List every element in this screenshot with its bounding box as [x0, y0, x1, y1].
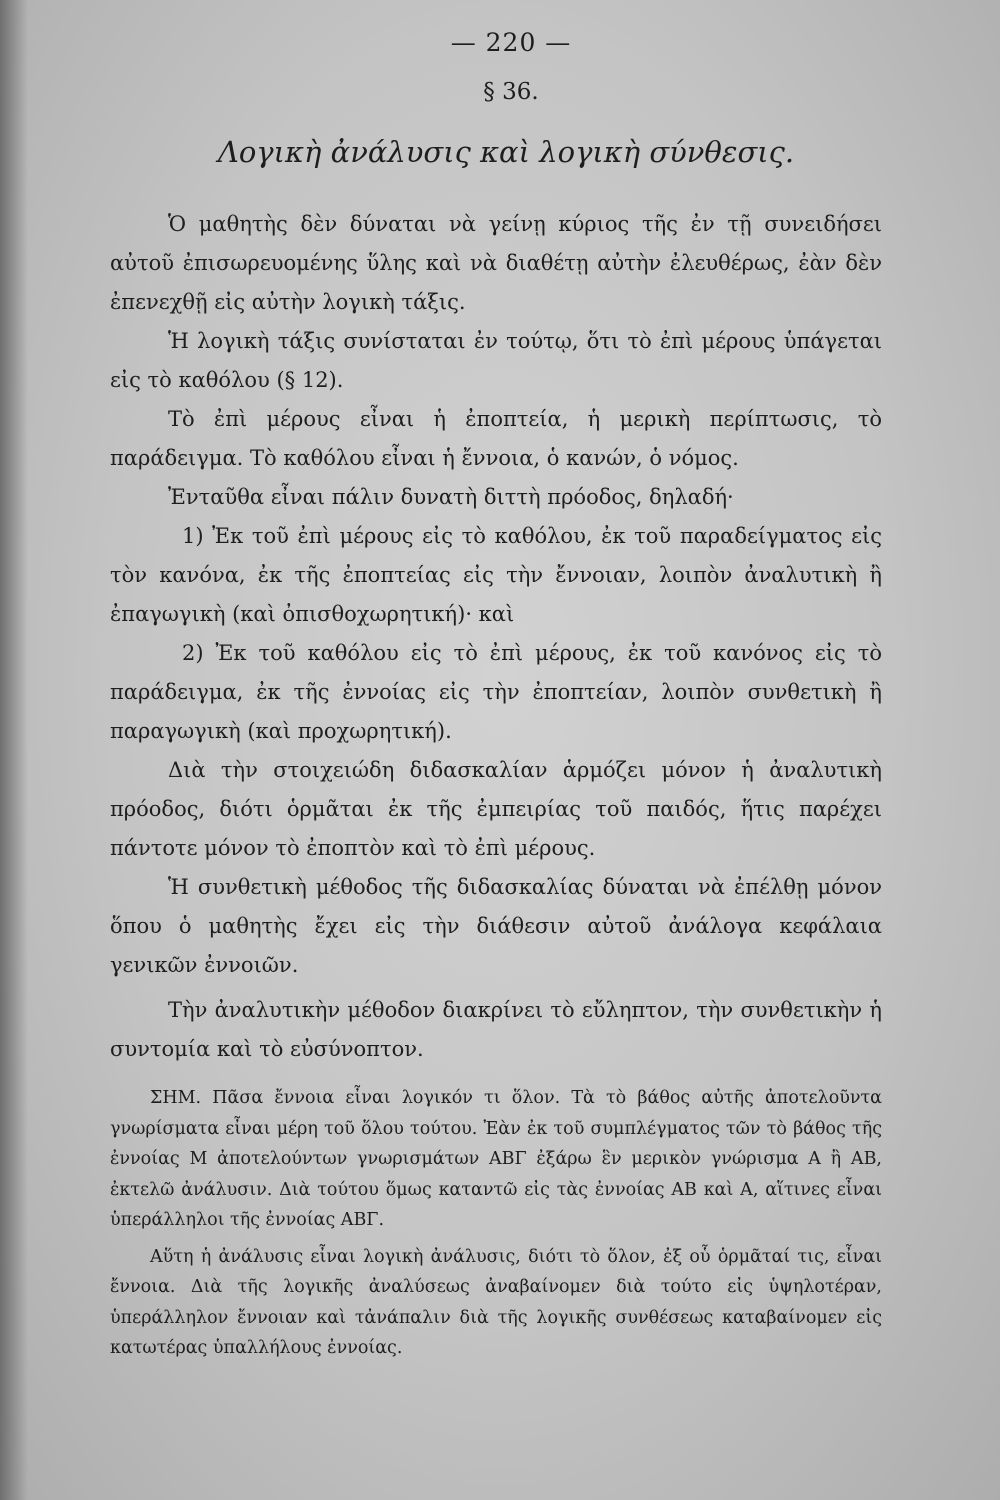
paragraph-9: Τὴν ἀναλυτικὴν μέθοδον διακρίνει τὸ εὔληπτον, τὴν συνθετικὴν ἡ συντομία καὶ τὸ εὐσύνοπτον. — [110, 998, 882, 1061]
paragraph-2: Ἡ λογικὴ τάξις συνίσταται ἐν τούτῳ, ὅτι τὸ ἐπὶ μέρους ὑπάγεται εἰς τὸ καθόλου (§ 12). — [110, 329, 882, 392]
paragraph-3: Τὸ ἐπὶ μέρους εἶναι ἡ ἐποπτεία, ἡ μερικὴ περίπτωσις, τὸ παράδειγμα. Τὸ καθόλου εἶναι ἡ ἔννοια, ὁ κανών, ὁ νόμος. — [110, 407, 882, 470]
note-1: ΣΗΜ. Πᾶσα ἔννοια εἶναι λογικόν τι ὅλον. Τὰ τὸ βάθος αὐτῆς ἀποτελοῦντα γνωρίσματα εἶναι μέρη τοῦ ὅλου τούτου. Ἐὰν ἐκ τοῦ συμπλέγματος τῶν τὸ βάθος τῆς ἐννοίας Μ ἀποτελούντων γνωρισμάτων ΑΒΓ ἐξάρω ἓν μερικὸν γνώρισμα Α ἢ ΑΒ, ἐκτελῶ ἀνάλυσιν. Διὰ τούτου ὅμως καταντῶ εἰς τὰς ἐννοίας ΑΒ καὶ Α, αἵτινες εἶναι ὑπεράλληλοι τῆς ἐννοίας ΑΒΓ. — [110, 1088, 882, 1230]
paragraph-1: Ὁ μαθητὴς δὲν δύναται νὰ γείνῃ κύριος τῆς ἐν τῇ συνειδήσει αὐτοῦ ἐπισωρευομένης ὕλης καὶ νὰ διαθέτῃ αὐτὴν ἐλευθέρως, ἐὰν δὲν ἐπενεχθῇ εἰς αὐτὴν λογικὴ τάξις. — [110, 212, 882, 314]
page-number: — 220 — — [450, 28, 572, 57]
section-title: Λογικὴ ἀνάλυσις καὶ λογικὴ σύνθεσις. — [217, 135, 795, 169]
note-2: Αὕτη ἡ ἀνάλυσις εἶναι λογικὴ ἀνάλυσις, διότι τὸ ὅλον, ἐξ οὗ ὁρμᾶταί τις, εἶναι ἔννοια. Διὰ τῆς λογικῆς ἀναλύσεως ἀναβαίνομεν διὰ τούτο εἰς ὑψηλοτέραν, ὑπεράλληλον ἔννοιαν καὶ τἀνάπαλιν διὰ τῆς λογικῆς συνθέσεως καταβαίνομεν εἰς κατωτέρας ὑπαλλήλους ἐννοίας. — [110, 1246, 882, 1358]
paragraph-4: Ἐνταῦθα εἶναι πάλιν δυνατὴ διττὴ πρόοδος, δηλαδή· — [168, 485, 734, 509]
numbered-item-1: 1) Ἐκ τοῦ ἐπὶ μέρους εἰς τὸ καθόλου, ἐκ τοῦ παραδείγματος εἰς τὸν κανόνα, ἐκ τῆς ἐποπτείας εἰς τὴν ἔννοιαν, λοιπὸν ἀναλυτικὴ ἢ ἐπαγωγικὴ (καὶ ὀπισθοχωρητική)· καὶ — [110, 524, 882, 626]
paragraph-8: Ἡ συνθετικὴ μέθοδος τῆς διδασκαλίας δύναται νὰ ἐπέλθῃ μόνον ὅπου ὁ μαθητὴς ἔχει εἰς τὴν διάθεσιν αὐτοῦ ἀνάλογα κεφάλαια γενικῶν ἐννοιῶν. — [110, 875, 882, 977]
numbered-item-2: 2) Ἐκ τοῦ καθόλου εἰς τὸ ἐπὶ μέρους, ἐκ τοῦ κανόνος εἰς τὸ παράδειγμα, ἐκ τῆς ἐννοίας εἰς τὴν ἐποπτείαν, λοιπὸν συνθετικὴ ἢ παραγωγικὴ (καὶ προχωρητική). — [110, 641, 882, 743]
paragraph-7: Διὰ τὴν στοιχειώδη διδασκαλίαν ἁρμόζει μόνον ἡ ἀναλυτικὴ πρόοδος, διότι ὁρμᾶται ἐκ τῆς ἐμπειρίας τοῦ παιδός, ἥτις παρέχει πάντοτε μόνον τὸ ἐποπτὸν καὶ τὸ ἐπὶ μέρους. — [110, 758, 882, 860]
section-number: § 36. — [483, 79, 539, 105]
